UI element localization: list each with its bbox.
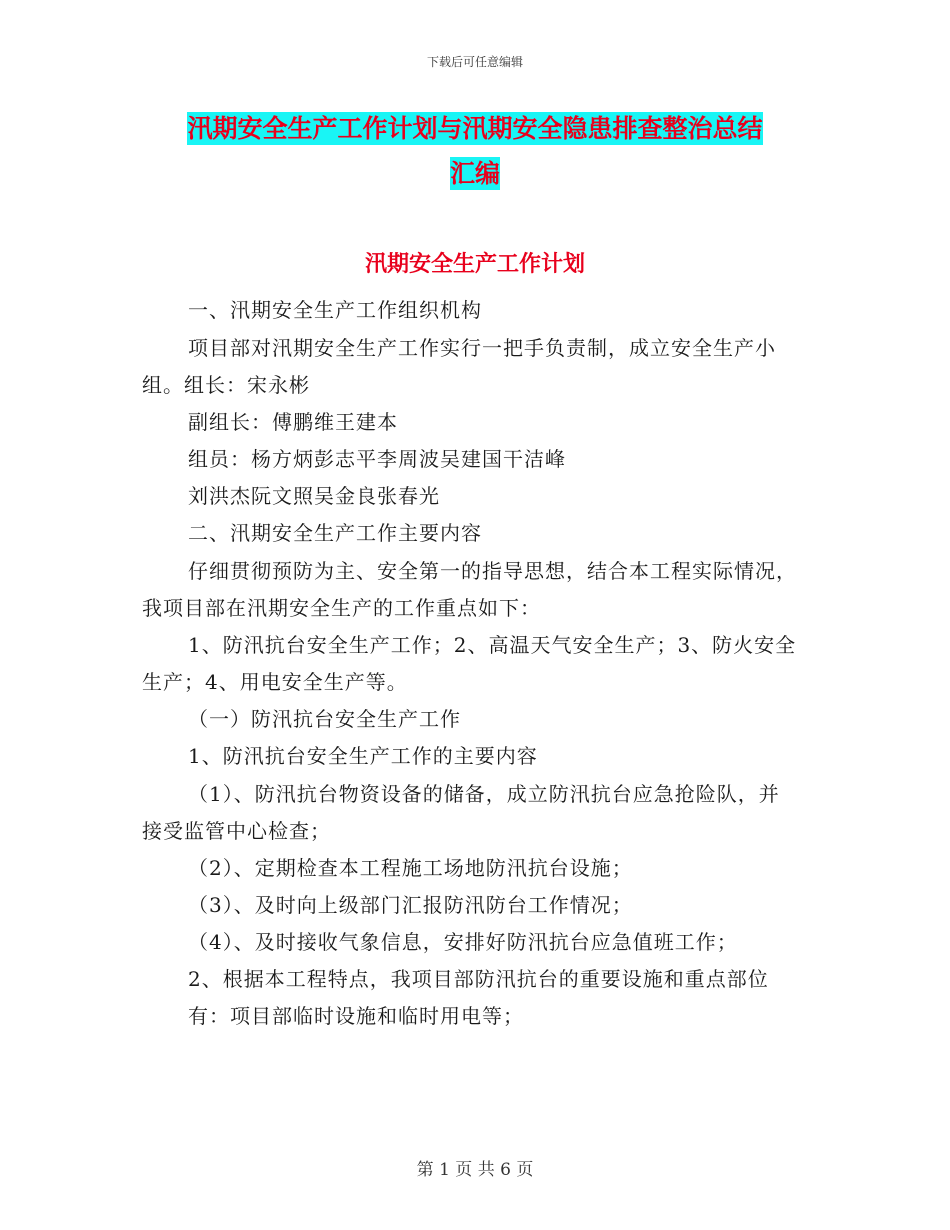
paragraph-line: 1、防汛抗台安全生产工作的主要内容: [188, 744, 538, 768]
paragraph-line: 生产；4、用电安全生产等。: [142, 670, 408, 694]
list-item-line: （3）、及时向上级部门汇报防汛防台工作情况；: [188, 893, 633, 917]
paragraph-line: 仔细贯彻预防为主、安全第一的指导思想，结合本工程实际情况，: [188, 559, 797, 583]
paragraph-line: 2、根据本工程特点，我项目部防汛抗台的重要设施和重点部位: [188, 967, 769, 991]
page-footer: 第 1 页 共 6 页: [416, 1160, 534, 1180]
paragraph-line: 1、防汛抗台安全生产工作；2、高温天气安全生产；3、防火安全: [188, 633, 797, 657]
paragraph-line: 组。组长：宋永彬: [142, 373, 310, 397]
document-title-line-2: [0, 156, 950, 192]
list-item-line: 接受监管中心检查；: [142, 819, 331, 843]
list-item-line: （1）、防汛抗台物资设备的储备，成立防汛抗台应急抢险队，并: [188, 782, 780, 806]
paragraph-line: 副组长：傅鹏维王建本: [188, 410, 398, 434]
paragraph-line: 刘洪杰阮文照吴金良张春光: [188, 484, 440, 508]
paragraph-line: 项目部对汛期安全生产工作实行一把手负责制，成立安全生产小: [188, 336, 776, 360]
document-title-line-1: [0, 111, 950, 147]
document-title-text-2: 汇编: [449, 159, 500, 188]
paragraph-line: 我项目部在汛期安全生产的工作重点如下：: [142, 596, 541, 620]
subheading: （一）防汛抗台安全生产工作: [188, 707, 461, 731]
paragraph-line: 组员：杨方炳彭志平李周波吴建国干洁峰: [188, 447, 566, 471]
heading-content: 二、汛期安全生产工作主要内容: [188, 521, 482, 545]
header-note: 下载后可任意编辑: [426, 55, 523, 69]
document-title-text-1: 汛期安全生产工作计划与汛期安全隐患排查整治总结: [187, 114, 763, 143]
list-item-line: （2）、定期检查本工程施工场地防汛抗台设施；: [188, 856, 633, 880]
list-item-line: （4）、及时接收气象信息，安排好防汛抗台应急值班工作；: [188, 930, 738, 954]
paragraph-line: 有：项目部临时设施和临时用电等；: [188, 1004, 524, 1028]
heading-org: 一、汛期安全生产工作组织机构: [188, 298, 482, 322]
section-title: 汛期安全生产工作计划: [364, 252, 585, 277]
